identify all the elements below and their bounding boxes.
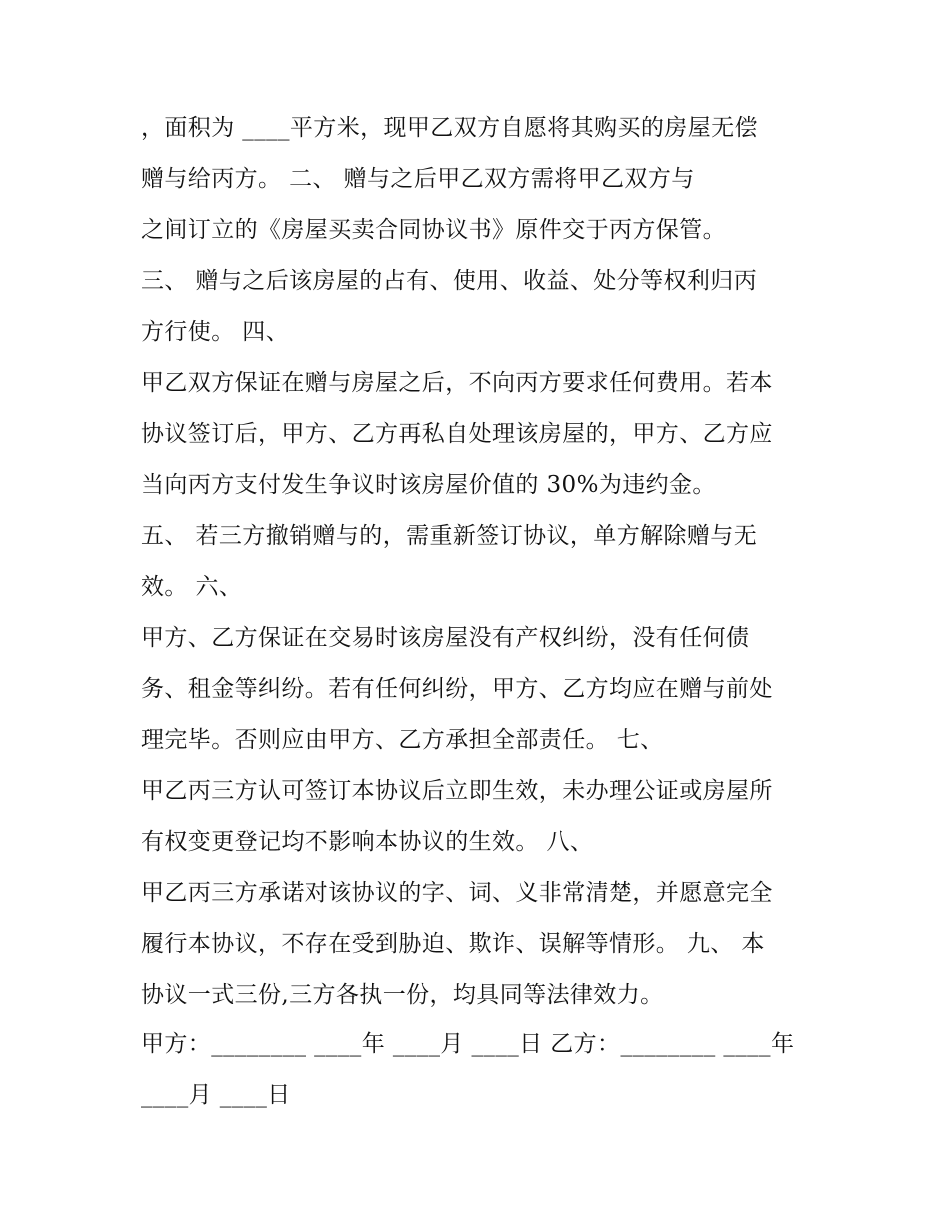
text-line: 当向丙方支付发生争议时该房屋价值的 30%为违约金。 <box>141 472 716 498</box>
text-line: 赠与给丙方。 二、 赠与之后甲乙双方需将甲乙双方与 <box>141 166 695 192</box>
text-line: 之间订立的《房屋买卖合同协议书》原件交于丙方保管。 <box>141 217 726 243</box>
text-line: 有权变更登记均不影响本协议的生效。 八、 <box>141 829 594 855</box>
text-line: 协议一式三份,三方各执一份，均具同等法律效力。 <box>141 982 664 1008</box>
signature-date-line: ____月 ____日 <box>141 1082 291 1108</box>
text-line: 方行使。 四、 <box>141 319 290 345</box>
signature-line: 甲方：________ ____年 ____月 ____日 乙方：________ ____年 <box>141 1031 795 1057</box>
text-line: 理完毕。否则应由甲方、乙方承担全部责任。 七、 <box>141 727 664 753</box>
text-line: ，面积为 ____平方米，现甲乙双方自愿将其购买的房屋无偿 <box>141 115 758 141</box>
text-line: 甲乙双方保证在赠与房屋之后，不向丙方要求任何费用。若本 <box>141 370 773 396</box>
text-line: 履行本协议，不存在受到胁迫、欺诈、误解等情形。 九、 本 <box>141 931 765 957</box>
text-line: 效。 六、 <box>141 574 243 600</box>
text-line: 三、 赠与之后该房屋的占有、使用、收益、处分等权利归丙 <box>141 268 758 294</box>
text-line: 协议签订后，甲方、乙方再私自处理该房屋的，甲方、乙方应 <box>141 421 773 447</box>
text-line: 甲乙丙三方认可签订本协议后立即生效，未办理公证或房屋所 <box>141 778 773 804</box>
text-line: 甲方、乙方保证在交易时该房屋没有产权纠纷，没有任何债 <box>141 625 750 651</box>
text-line: 甲乙丙三方承诺对该协议的字、词、义非常清楚，并愿意完全 <box>141 880 773 906</box>
text-line: 务、租金等纠纷。若有任何纠纷，甲方、乙方均应在赠与前处 <box>141 676 773 702</box>
text-line: 五、 若三方撤销赠与的，需重新签订协议，单方解除赠与无 <box>141 523 758 549</box>
